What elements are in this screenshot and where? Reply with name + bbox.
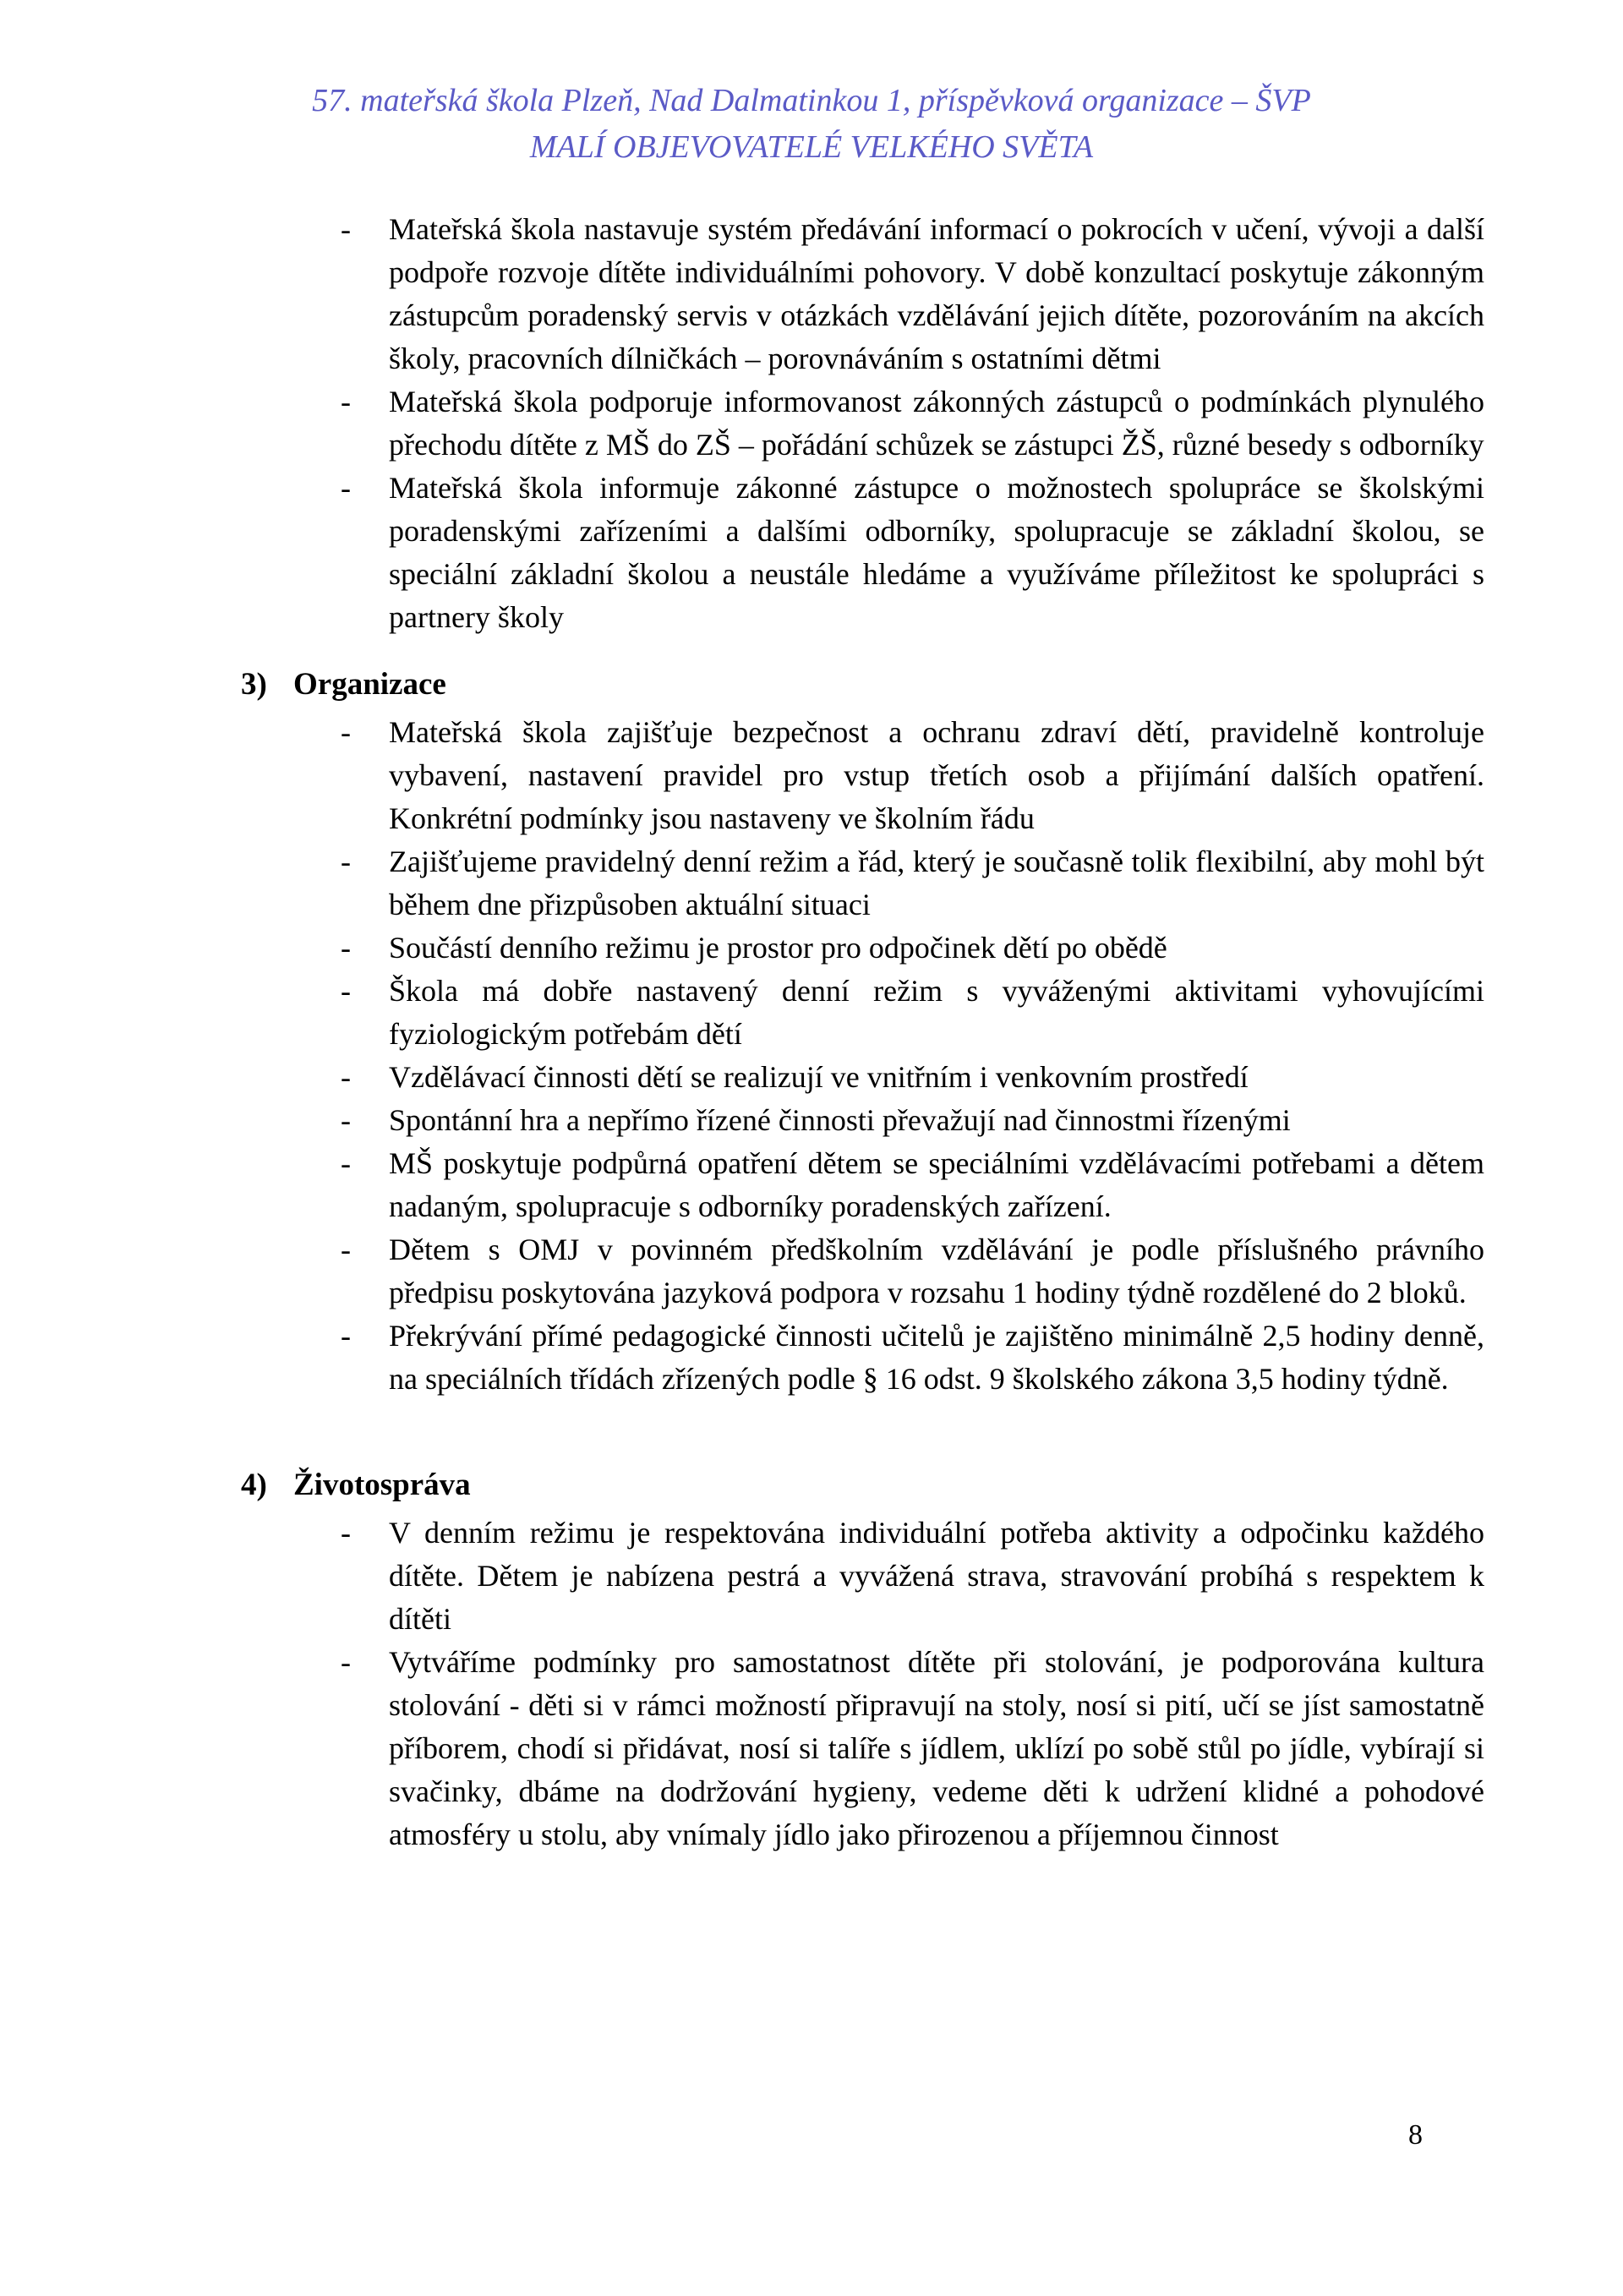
header-title-line2: MALÍ OBJEVOVATELÉ VELKÉHO SVĚTA — [529, 129, 1094, 165]
bullet-item — [241, 927, 1484, 970]
bullet-dash: - — [341, 385, 351, 418]
bullet-text: Vzdělávací činnosti dětí se realizují ve vnitřním i venkovním prostředí — [389, 1060, 1249, 1094]
section-title: Organizace — [293, 667, 446, 702]
bullet-dash: - — [341, 1516, 351, 1550]
bullet-text: Zajišťujeme pravidelný denní režim a řád, který je současně tolik flexibilní, aby mohl být během dne přizpůsoben aktuální situaci — [389, 845, 1484, 921]
bullet-text: V denním režimu je respektována individuální potřeba aktivity a odpočinku každého dítěte. Dětem je nabízena pestrá a vyvážená strava, stravování probíhá s respektem k dítěti — [389, 1516, 1484, 1636]
bullet-dash: - — [341, 715, 351, 749]
bullet-item — [241, 1641, 1484, 1856]
bullet-item — [241, 1142, 1484, 1228]
bullet-dash: - — [341, 974, 351, 1008]
bullet-text: Mateřská škola zajišťuje bezpečnost a ochranu zdraví dětí, pravidelně kontroluje vybavení, nastavení pravidel pro vstup třetích osob a přijímání dalších opatření. Konkrétní podmínky jsou nastaveny ve školním řádu — [389, 715, 1484, 835]
section-heading-organizace — [241, 663, 1484, 706]
intro-bullet-list — [241, 208, 1484, 639]
bullet-text: Mateřská škola podporuje informovanost zákonných zástupců o podmínkách plynulého přechodu dítěte z MŠ do ZŠ – pořádání schůzek se zástupci ŽŠ, různé besedy s odborníky — [389, 385, 1484, 462]
bullet-item — [241, 1056, 1484, 1099]
bullet-text: Mateřská škola informuje zákonné zástupce o možnostech spolupráce se školskými poradenskými zařízeními a dalšími odborníky, spolupracuje se základní školou, se speciální základní školou a neustále hledáme a využíváme příležitost ke spolupráci s partnery školy — [389, 471, 1484, 634]
bullet-dash: - — [341, 931, 351, 965]
bullet-item — [241, 208, 1484, 380]
bullet-item — [241, 1512, 1484, 1641]
bullet-item — [241, 1228, 1484, 1315]
bullet-item — [241, 380, 1484, 467]
organizace-bullet-list — [241, 711, 1484, 1401]
bullet-text: Mateřská škola nastavuje systém předávání informací o pokrocích v učení, vývoji a další podpoře rozvoje dítěte individuálními pohovory. V době konzultací poskytuje zákonným zástupcům poradenský servis v otázkách vzdělávání jejich dítěte, pozorováním na akcích školy, pracovních dílničkách – porovnáváním s ostatními dětmi — [389, 212, 1484, 375]
bullet-text: Překrývání přímé pedagogické činnosti učitelů je zajištěno minimálně 2,5 hodiny denně, na speciálních třídách zřízených podle § 16 odst. 9 školského zákona 3,5 hodiny týdně. — [389, 1319, 1484, 1396]
document-body — [0, 171, 1623, 1856]
section-organizace — [241, 663, 1484, 1401]
bullet-item — [241, 467, 1484, 639]
section-title: Životospráva — [293, 1468, 471, 1502]
bullet-dash: - — [341, 1103, 351, 1137]
bullet-dash: - — [341, 1060, 351, 1094]
bullet-text: Součástí denního režimu je prostor pro odpočinek dětí po obědě — [389, 931, 1167, 965]
bullet-text: Dětem s OMJ v povinném předškolním vzdělávání je podle příslušného právního předpisu poskytována jazyková podpora v rozsahu 1 hodiny týdně rozdělené do 2 bloků. — [389, 1233, 1484, 1309]
bullet-text: Škola má dobře nastavený denní režim s vyváženými aktivitami vyhovujícími fyziologickým potřebám dětí — [389, 974, 1484, 1051]
bullet-dash: - — [341, 1645, 351, 1679]
header-title-line1: 57. mateřská škola Plzeň, Nad Dalmatinkou 1, příspěvková organizace – ŠVP — [312, 83, 1311, 118]
bullet-dash: - — [341, 1146, 351, 1180]
bullet-text: Spontánní hra a nepřímo řízené činnosti převažují nad činnostmi řízenými — [389, 1103, 1291, 1137]
bullet-item — [241, 711, 1484, 840]
bullet-text: Vytváříme podmínky pro samostatnost dítěte při stolování, je podporována kultura stolování - děti si v rámci možností připravují na stoly, nosí si pití, učí se jíst samostatně příborem, chodí si přidávat, nosí si talíře s jídlem, uklízí po sobě stůl po jídle, vybírají si svačinky, dbáme na dodržování hygieny, vedeme děti k udržení klidné a pohodové atmosféry u stolu, aby vnímaly jídlo jako přirozenou a příjemnou činnost — [389, 1645, 1484, 1851]
bullet-dash: - — [341, 845, 351, 878]
bullet-dash: - — [341, 471, 351, 505]
page-header — [0, 0, 1623, 171]
bullet-item — [241, 970, 1484, 1056]
section-heading-zivotosprava — [241, 1463, 1484, 1506]
section-zivotosprava — [241, 1463, 1484, 1856]
section-number: 4) — [241, 1468, 267, 1502]
section-number: 3) — [241, 667, 267, 702]
zivotosprava-bullet-list — [241, 1512, 1484, 1856]
page-number: 8 — [1408, 2119, 1423, 2151]
bullet-item — [241, 840, 1484, 927]
bullet-text: MŠ poskytuje podpůrná opatření dětem se speciálními vzdělávacími potřebami a dětem nadaným, spolupracuje s odborníky poradenských zařízení. — [389, 1146, 1484, 1223]
bullet-dash: - — [341, 1319, 351, 1353]
bullet-dash: - — [341, 1233, 351, 1266]
bullet-dash: - — [341, 212, 351, 246]
bullet-item — [241, 1099, 1484, 1142]
bullet-item — [241, 1315, 1484, 1401]
